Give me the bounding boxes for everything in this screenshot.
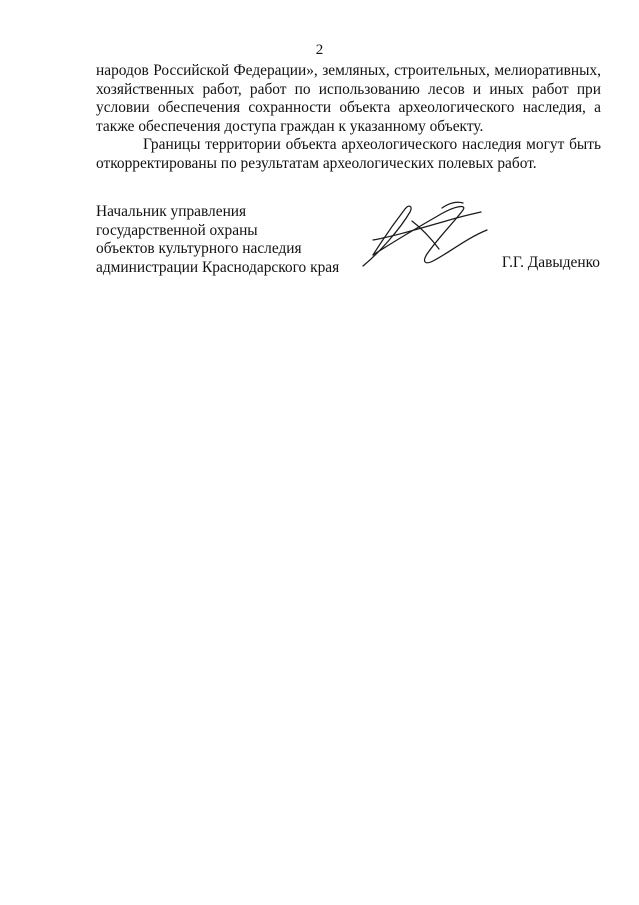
- document-body: [96, 62, 601, 174]
- position-line-1: Начальник управления: [96, 203, 247, 220]
- position-line-3: объектов культурного наследия: [96, 240, 302, 258]
- paragraph-boundaries: Границы территории объекта археологического наследия могут быть откорректированы по результатам археологических полевых работ.: [96, 136, 601, 172]
- page-number: 2: [315, 42, 324, 58]
- signatory-position: [96, 203, 340, 277]
- position-line-4: администрации Краснодарского края: [96, 258, 340, 276]
- paragraph-continuation: народов Российской Федерации», земляных, строительных, мелиоративных, хозяйственных работ, работ по использованию лесов и иных работ при условии обеспечения сохранности объекта археологического наследия, а также обеспечения доступа граждан к указанному объекту.: [96, 62, 601, 135]
- handwritten-signature: [355, 194, 495, 274]
- signer-name: Г.Г. Давыденко: [501, 254, 600, 271]
- position-line-2: государственной охраны: [96, 221, 258, 239]
